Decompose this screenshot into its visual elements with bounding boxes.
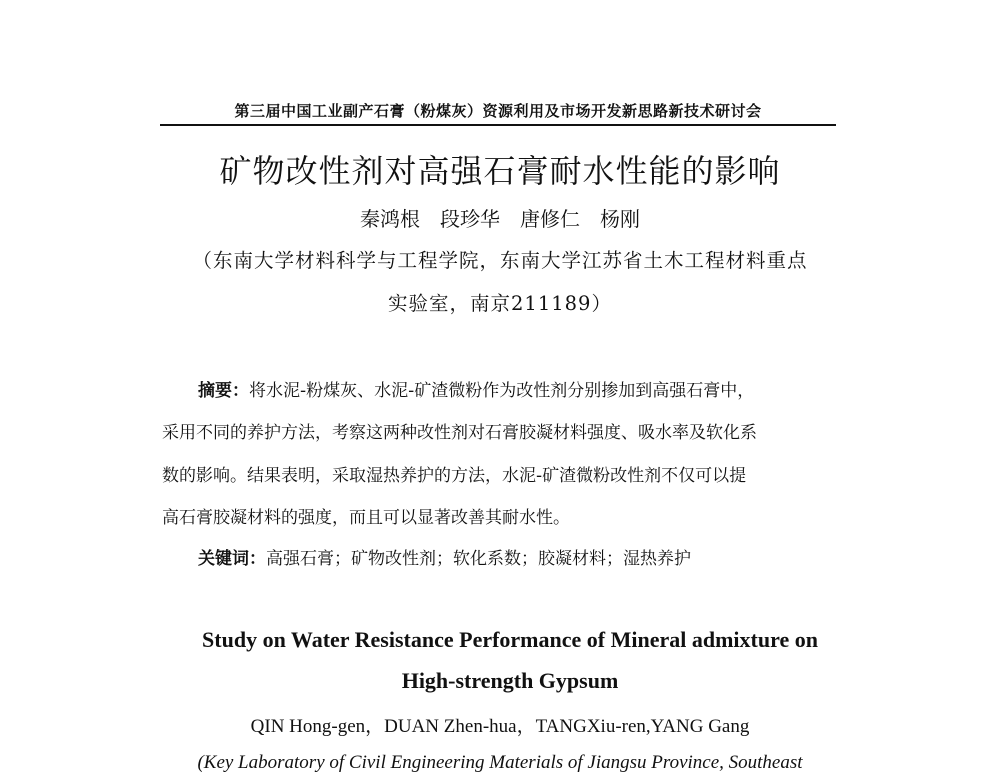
keywords-line	[198, 544, 868, 569]
english-title-line-2: High-strength Gypsum	[401, 668, 619, 693]
conference-header: 第三届中国工业副产石膏（粉煤灰）资源利用及市场开发新思路新技术研讨会	[234, 102, 762, 120]
english-affiliation: (Key Laboratory of Civil Engineering Materials of Jiangsu Province, Southeast	[197, 752, 803, 773]
authors: 秦鸿根 段珍华 唐修仁 杨刚	[360, 207, 640, 231]
abstract-label: 摘要：	[198, 381, 249, 401]
english-authors: QIN Hong-gen，DUAN Zhen-hua，TANGXiu-ren,YANG Gang	[250, 716, 750, 737]
abstract-line-3: 数的影响。结果表明，采取湿热养护的方法，水泥-矿渣微粉改性剂不仅可以提	[162, 466, 747, 486]
abstract-line-2: 采用不同的养护方法，考察这两种改性剂对石膏胶凝材料强度、吸水率及软化系	[162, 423, 757, 443]
affiliation-line-1: （东南大学材料科学与工程学院，东南大学江苏省土木工程材料重点	[192, 249, 808, 272]
abstract-line-1	[198, 376, 868, 401]
paper-title: 矿物改性剂对高强石膏耐水性能的影响	[219, 152, 781, 190]
keywords-label: 关键词：	[198, 549, 266, 569]
abstract-line-4: 高石膏胶凝材料的强度，而且可以显著改善其耐水性。	[162, 508, 570, 528]
header-rule	[160, 124, 836, 126]
affiliation-line-2: 实验室，南京211189）	[388, 292, 612, 315]
abstract-text-1: 将水泥-粉煤灰、水泥-矿渣微粉作为改性剂分别掺加到高强石膏中，	[249, 381, 755, 401]
keywords-text: 高强石膏；矿物改性剂；软化系数；胶凝材料；湿热养护	[266, 549, 691, 569]
english-title-line-1: Study on Water Resistance Performance of Mineral admixture on	[202, 627, 818, 652]
